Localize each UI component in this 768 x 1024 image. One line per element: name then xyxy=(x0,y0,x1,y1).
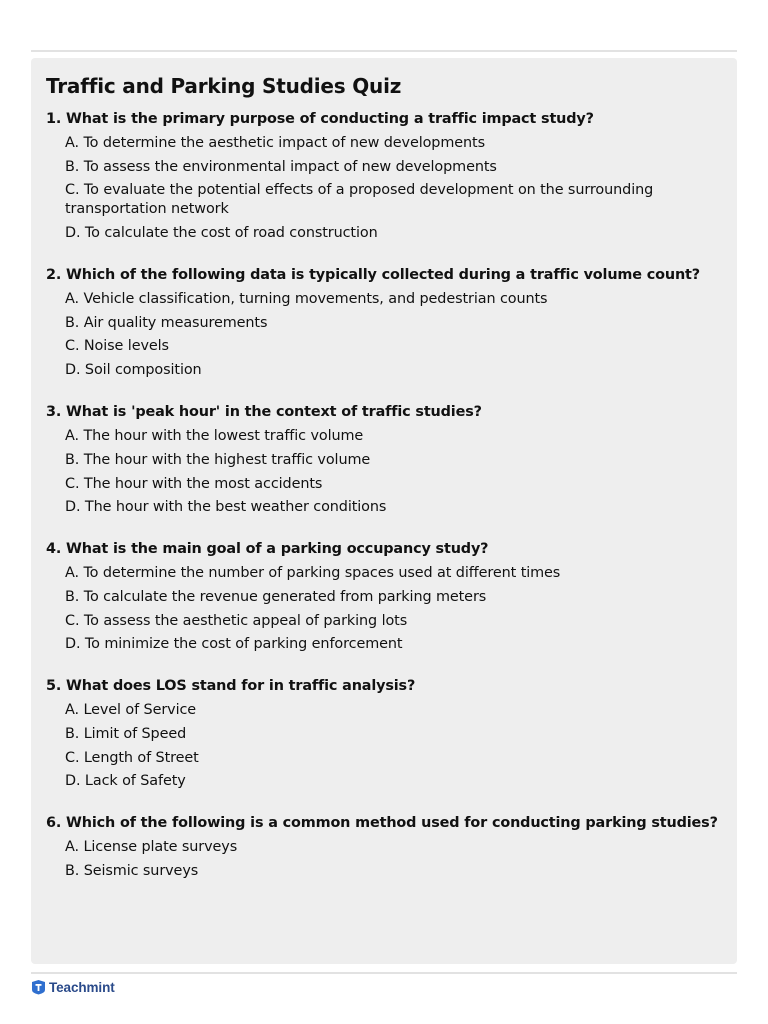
top-divider xyxy=(31,50,737,52)
options-list xyxy=(46,427,721,517)
option-a: A. To determine the aesthetic impact of new developments xyxy=(65,135,485,151)
option-c: C. Noise levels xyxy=(65,338,169,355)
options-list xyxy=(46,290,721,380)
options-list xyxy=(46,701,721,791)
option-c: C. To assess the aesthetic appeal of parking lots xyxy=(65,612,408,629)
option-c: C. Length of Street xyxy=(65,749,199,766)
option-d: D. To calculate the cost of road construction xyxy=(65,225,378,242)
option-b: B. Air quality measurements xyxy=(65,314,268,331)
options-list xyxy=(46,838,721,881)
question-5 xyxy=(46,676,721,791)
option-c: C. The hour with the most accidents xyxy=(65,475,323,492)
option-d: D. To minimize the cost of parking enforcement xyxy=(65,636,403,653)
option-a: A. The hour with the lowest traffic volume xyxy=(65,428,364,445)
options-list xyxy=(46,564,721,654)
option-d: D. Soil composition xyxy=(65,362,202,379)
option-d: D. Lack of Safety xyxy=(65,773,186,790)
footer-brand xyxy=(31,979,115,995)
option-d: D. The hour with the best weather conditions xyxy=(65,499,387,516)
question-text: 3. What is 'peak hour' in the context of traffic studies? xyxy=(46,404,482,421)
bottom-divider xyxy=(31,972,737,974)
option-b: B. Limit of Speed xyxy=(65,725,187,742)
brand-name: Teachmint xyxy=(49,979,115,995)
question-text: 6. Which of the following is a common method used for conducting parking studies? xyxy=(46,815,718,832)
option-a: A. Level of Service xyxy=(65,702,197,719)
question-text: 2. Which of the following data is typically collected during a traffic volume count? xyxy=(46,267,700,284)
quiz-card xyxy=(31,58,737,964)
question-text: 5. What does LOS stand for in traffic analysis? xyxy=(46,678,416,695)
question-2 xyxy=(46,265,721,380)
option-b: B. To calculate the revenue generated from parking meters xyxy=(65,588,487,605)
option-a: A. License plate surveys xyxy=(65,839,238,856)
option-a: A. To determine the number of parking spaces used at different times xyxy=(65,565,561,582)
teachmint-logo-icon xyxy=(31,979,46,995)
question-3 xyxy=(46,402,721,517)
question-text: 1. What is the primary purpose of conducting a traffic impact study? xyxy=(46,111,594,127)
quiz-title: Traffic and Parking Studies Quiz xyxy=(46,74,402,98)
question-1 xyxy=(46,109,721,243)
option-c: C. To evaluate the potential effects of a proposed development on the surrounding transportation network xyxy=(65,182,654,218)
option-a: A. Vehicle classification, turning movements, and pedestrian counts xyxy=(65,291,548,308)
option-b: B. To assess the environmental impact of new developments xyxy=(65,158,497,175)
option-b: B. The hour with the highest traffic volume xyxy=(65,451,371,468)
question-text: 4. What is the main goal of a parking occupancy study? xyxy=(46,541,489,558)
option-b: B. Seismic surveys xyxy=(65,863,199,879)
question-4 xyxy=(46,539,721,654)
question-6 xyxy=(46,813,721,881)
options-list xyxy=(46,134,721,243)
